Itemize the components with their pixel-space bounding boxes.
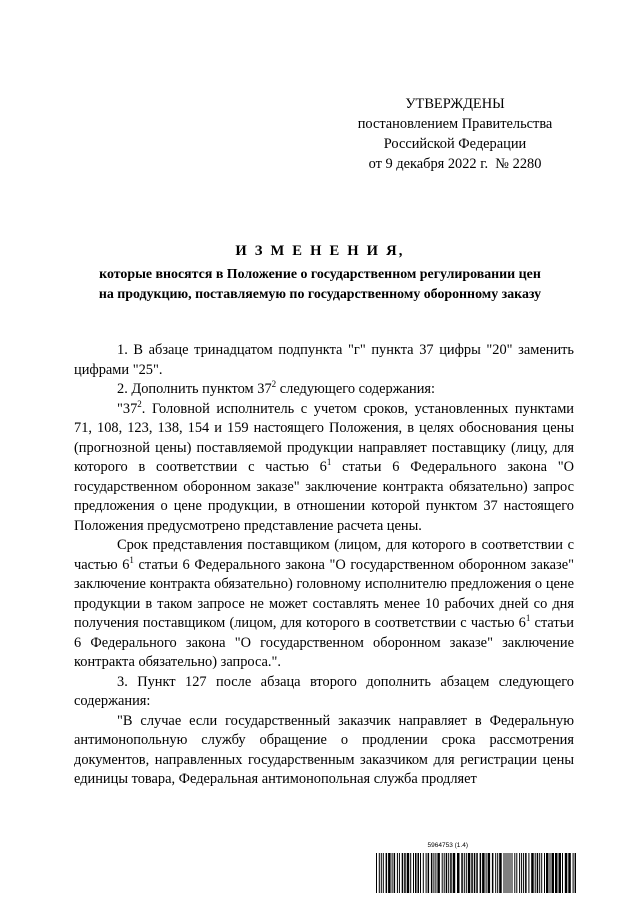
paragraph-3	[74, 400, 574, 537]
superscript: 1	[326, 457, 332, 467]
approval-heading: УТВЕРЖДЕНЫ	[405, 96, 505, 112]
document-stamp	[376, 842, 576, 898]
document-body	[74, 341, 574, 790]
paragraph-1: 1. В абзаце тринадцатом подпункта "г" пункта 37 цифры "20" заменить цифрами "25".	[74, 342, 574, 378]
text-run: 2. Дополнить пунктом 37	[117, 381, 272, 397]
approval-line: Российской Федерации	[383, 136, 527, 152]
text-run: статьи 6 Федерального закона "О государственном оборонном заказе" заключение контракта обязательно) запрос предложения о цене продукции, в отношении которой пунктом 37 настоящего Положения предусмотрено представление расчета цены.	[74, 459, 574, 534]
superscript: 2	[137, 398, 142, 409]
text-run: Срок представления поставщиком (лицом, для которого в соответствии с частью 6	[74, 537, 574, 573]
text-run: следующего содержания:	[276, 381, 436, 397]
text-run: "37	[117, 400, 138, 417]
text-run: статьи 6 Федерального закона "О государственном оборонном заказе" заключение контракта обязательно) головному исполнителю предложения о цене продукции в таком запросе не может составлять менее 10 рабочих дней со дня получения поставщиком (лицом, для которого в соответствии с частью 6	[74, 556, 574, 631]
superscript: 1	[525, 613, 531, 623]
subtitle-line: на продукцию, поставляемую по государственному оборонному заказу	[98, 287, 542, 302]
stamp-id: 5964753 (1.4)	[427, 842, 468, 849]
text-run: . Головной исполнитель с учетом сроков, установленных пунктами 71, 108, 123, 138, 154 и 159 настоящего Положения, в целях обоснования цены (прогнозной цены) поставляемой продукции направляет поставщику (лицу, для которого в соответствии с частью 6	[74, 400, 574, 475]
approval-date-line: от 9 декабря 2022 г. № 2280	[368, 156, 542, 172]
paragraph-6: "В случае если государственный заказчик направляет в Федеральную антимонопольную службу обращение о продлении срока рассмотрения документов, направленных государственным заказчиком для регистрации цены единицы товара, Федеральная антимонопольная служба продляет	[74, 712, 574, 787]
superscript: 1	[129, 554, 134, 565]
paragraph-5: 3. Пункт 127 после абзаца второго дополнить абзацем следующего содержания:	[74, 673, 574, 709]
superscript: 2	[271, 379, 277, 389]
approval-block	[330, 94, 580, 174]
approval-line: постановлением Правительства	[357, 116, 553, 132]
document-subtitle	[60, 265, 580, 305]
document-title: И З М Е Н Е Н И Я,	[235, 243, 405, 259]
paragraph-4	[74, 536, 574, 673]
text-run: статьи 6 Федерального закона "О государственном оборонном заказе" заключение контракта обязательно) запроса.".	[74, 615, 574, 670]
subtitle-line: которые вносятся в Положение о государственном регулировании цен	[99, 267, 541, 282]
barcode-icon	[376, 853, 576, 893]
paragraph-2	[74, 380, 574, 400]
